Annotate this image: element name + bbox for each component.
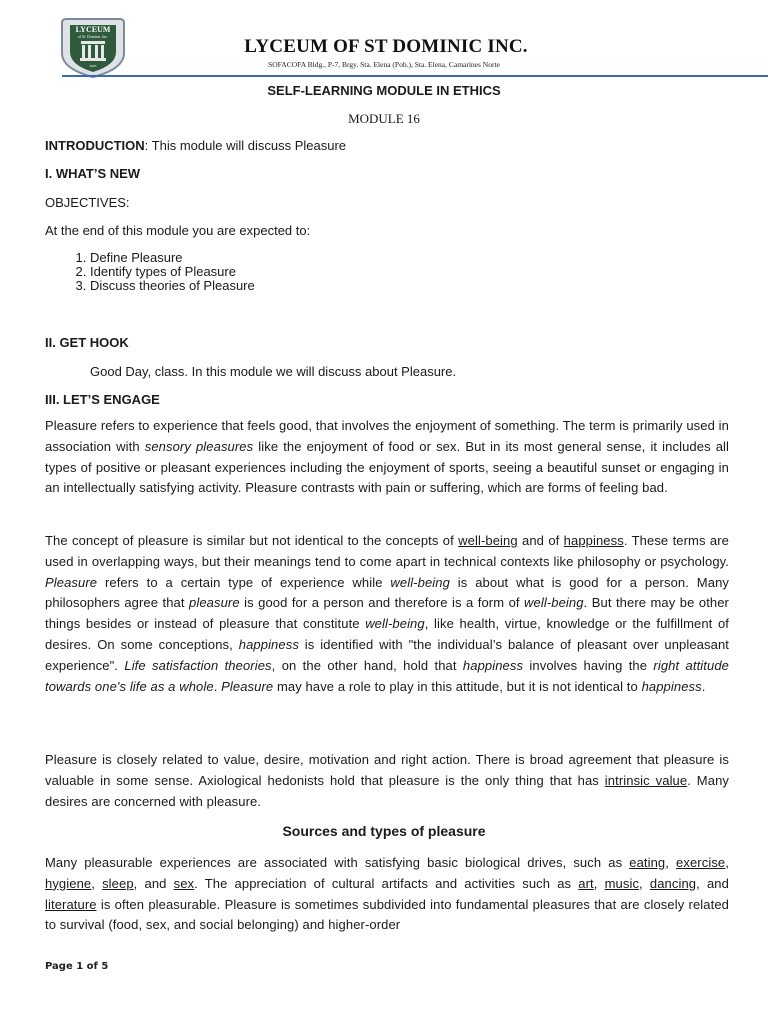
school-name: LYCEUM OF ST DOMINIC INC. [244, 36, 528, 57]
text-run: is about what is good for a person. Many philosophers agree that [45, 574, 729, 611]
objective-item: 2. Identify types of Pleasure [90, 265, 255, 279]
text-run-italic: Pleasure [45, 574, 98, 590]
text-run-italic: happiness [238, 636, 299, 652]
text-run: is often pleasurable. Pleasure is sometimes subdivided into fundamental pleasures that are closely related to survival (food, sex, and social belonging) and higher-order [45, 896, 729, 933]
text-run-italic: sensory pleasures [144, 438, 254, 454]
text-run: . Many desires are concerned with pleasure. [45, 772, 729, 809]
happiness-link[interactable]: happiness [563, 533, 624, 548]
paragraph-pleasure-definition [45, 416, 729, 499]
text-run: Pleasure refers to experience that feels good, that involves the enjoyment of something. The term is primarily used in association with [45, 418, 729, 454]
introduction-line [45, 138, 346, 153]
logo-year: 2005 [89, 64, 97, 68]
module-number: MODULE 16 [348, 111, 420, 126]
text-run: , and [133, 875, 174, 891]
objectives-intro: At the end of this module you are expected to: [45, 223, 311, 238]
text-run: The concept of pleasure is similar but not identical to the concepts of [45, 533, 459, 548]
text-run-italic: well-being [365, 616, 425, 632]
paragraph-value-desire [45, 750, 729, 812]
text-run-italic: happiness [462, 657, 524, 673]
music-link[interactable]: music [604, 875, 640, 891]
text-run: Pleasure is closely related to value, desire, motivation and right action. There is broad agreement that pleasure is valuable in some sense. Axiological hedonists hold that pleasure is the only thing that has [45, 752, 729, 788]
text-run: , [91, 875, 103, 891]
wellbeing-link[interactable]: well-being [458, 533, 518, 548]
introduction-label: INTRODUCTION [45, 138, 145, 153]
text-run: , [639, 875, 650, 891]
hook-text: Good Day, class. In this module we will discuss about Pleasure. [90, 364, 457, 379]
text-run-italic: well-being [390, 574, 450, 590]
exercise-link[interactable]: exercise [676, 855, 726, 870]
text-run: . These terms are used in overlapping ways, but their meanings tend to come apart in technical contexts like philosophy or psychology. [45, 533, 729, 569]
text-run: . [213, 678, 222, 694]
text-run-italic: well-being [524, 595, 584, 611]
text-run: Many pleasurable experiences are associated with satisfying basic biological drives, such as [45, 855, 630, 870]
text-run-italic: happiness [641, 678, 702, 694]
logo-sub-text: of St. Dominic, Inc. [77, 35, 109, 39]
get-hook-heading: II. GET HOOK [45, 335, 129, 350]
text-run: , [593, 875, 605, 891]
text-run: may have a role to play in this attitude, but it is not identical to [273, 678, 642, 694]
text-run: involves having the [523, 657, 654, 673]
school-address: SOFACOFA Bldg., P-7, Brgy. Sta. Elena (Pob.), Sta. Elena, Camarines Norte [268, 60, 500, 69]
text-run: is good for a person and therefore is a form of [239, 595, 525, 611]
text-run: . [701, 678, 706, 694]
text-run: is identified with "the individual’s balance of pleasant over unpleasant experience". [45, 636, 729, 673]
text-run: , [725, 855, 729, 870]
text-run: , like health, virtue, knowledge or the fulfillment of desires. On some conceptions, [45, 616, 729, 652]
objective-item: 1. Define Pleasure [90, 251, 255, 265]
sleep-link[interactable]: sleep [102, 875, 134, 891]
sources-heading: Sources and types of pleasure [282, 823, 486, 839]
text-run: refers to a certain type of experience while [97, 574, 391, 590]
text-run: , on the other hand, hold that [271, 657, 463, 673]
introduction-text: : This module will discuss Pleasure [144, 138, 347, 153]
text-run: like the enjoyment of food or sex. But in its most general sense, it includes all types of positive or pleasant experiences including the enjoyment of sports, seeing a beautiful sunset or engaging in an intellectually satisfying activity. Pleasure contrasts with pain or suffering, which are forms of feeling bad. [45, 438, 729, 496]
text-run-italic: Pleasure [221, 678, 274, 694]
text-run: . The appreciation of cultural artifacts and activities such as [194, 875, 579, 891]
text-run: . But there may be other things besides or instead of pleasure that constitute [45, 595, 729, 632]
text-run-italic: Life satisfaction theories [124, 657, 272, 673]
sex-link[interactable]: sex [173, 875, 195, 891]
text-run: , [665, 855, 677, 870]
logo-top-text: LYCEUM [75, 25, 111, 34]
eating-link[interactable]: eating [629, 855, 666, 870]
text-run-italic: right attitude towards one's life as a whole [45, 657, 729, 694]
header-divider [62, 75, 768, 77]
literature-link[interactable]: literature [45, 896, 97, 912]
paragraph-sources [45, 853, 729, 936]
art-link[interactable]: art [578, 875, 594, 891]
hygiene-link[interactable]: hygiene [45, 875, 92, 891]
text-run-italic: pleasure [189, 595, 240, 611]
whats-new-heading: I. WHAT’S NEW [45, 166, 141, 181]
text-run: and of [517, 533, 564, 548]
objectives-label: OBJECTIVES: [45, 195, 130, 210]
paragraph-wellbeing-happiness [45, 531, 729, 697]
dancing-link[interactable]: dancing [649, 875, 697, 891]
document-title: SELF-LEARNING MODULE IN ETHICS [267, 83, 501, 98]
text-run: , and [696, 875, 729, 891]
objectives-list [45, 251, 255, 293]
page-number: Page 1 of 5 [45, 961, 109, 972]
lets-engage-heading: III. LET’S ENGAGE [45, 392, 160, 407]
objective-item: 3. Discuss theories of Pleasure [90, 279, 255, 293]
intrinsic-value-link[interactable]: intrinsic value [604, 772, 688, 788]
